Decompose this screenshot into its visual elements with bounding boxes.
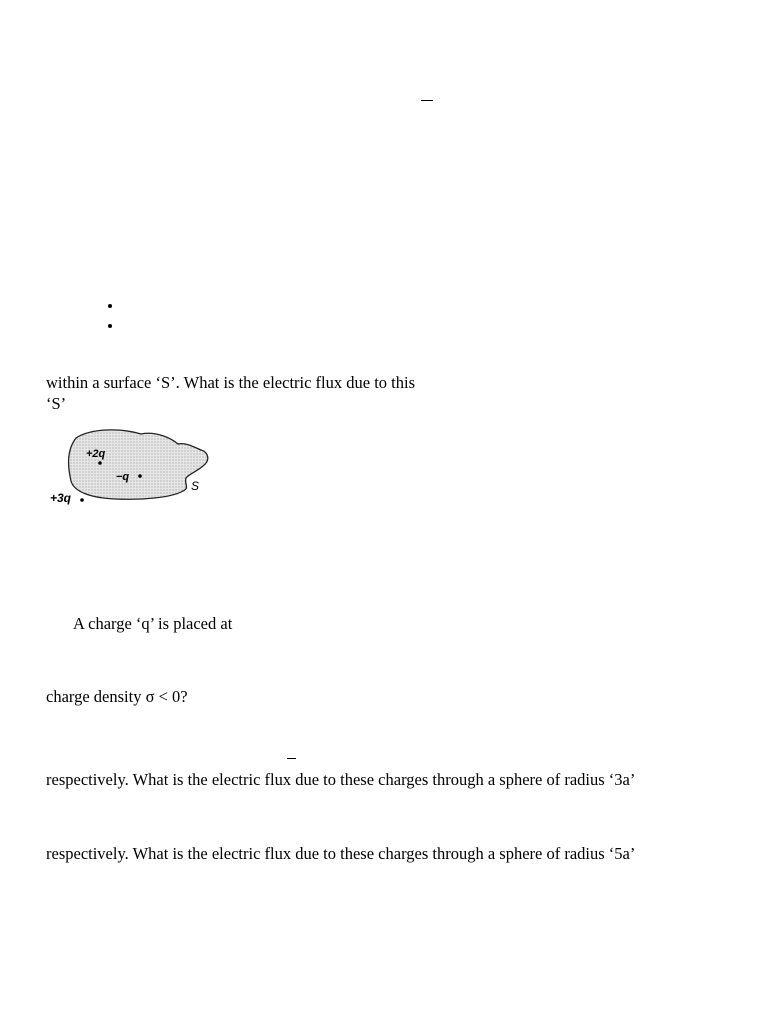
- fraction-bar: [287, 758, 296, 759]
- surface-label: S: [191, 479, 200, 493]
- question-text: respectively. What is the electric flux due to these charges through a sphere of radius ‘3a’: [46, 770, 636, 789]
- bullet-point: [108, 304, 112, 308]
- charge-dot: [98, 461, 102, 465]
- charge-dot: [80, 498, 84, 502]
- question-text: respectively. What is the electric flux due to these charges through a sphere of radius ‘5a’: [46, 844, 636, 863]
- surface-outline: [69, 430, 208, 499]
- charge-label: +3q: [50, 491, 72, 505]
- question-text: within a surface ‘S’. What is the electric flux due to this: [46, 373, 416, 392]
- question-text: ‘S’: [46, 394, 67, 413]
- charge-label: +2q: [86, 448, 106, 460]
- question-text: A charge ‘q’ is placed at: [73, 614, 233, 633]
- gaussian-surface-figure: [46, 426, 216, 512]
- charge-dot: [138, 474, 142, 478]
- charge-label: −q: [116, 471, 130, 483]
- question-text: charge density σ < 0?: [46, 687, 188, 706]
- bullet-point: [108, 324, 112, 328]
- fraction-bar: [421, 100, 433, 101]
